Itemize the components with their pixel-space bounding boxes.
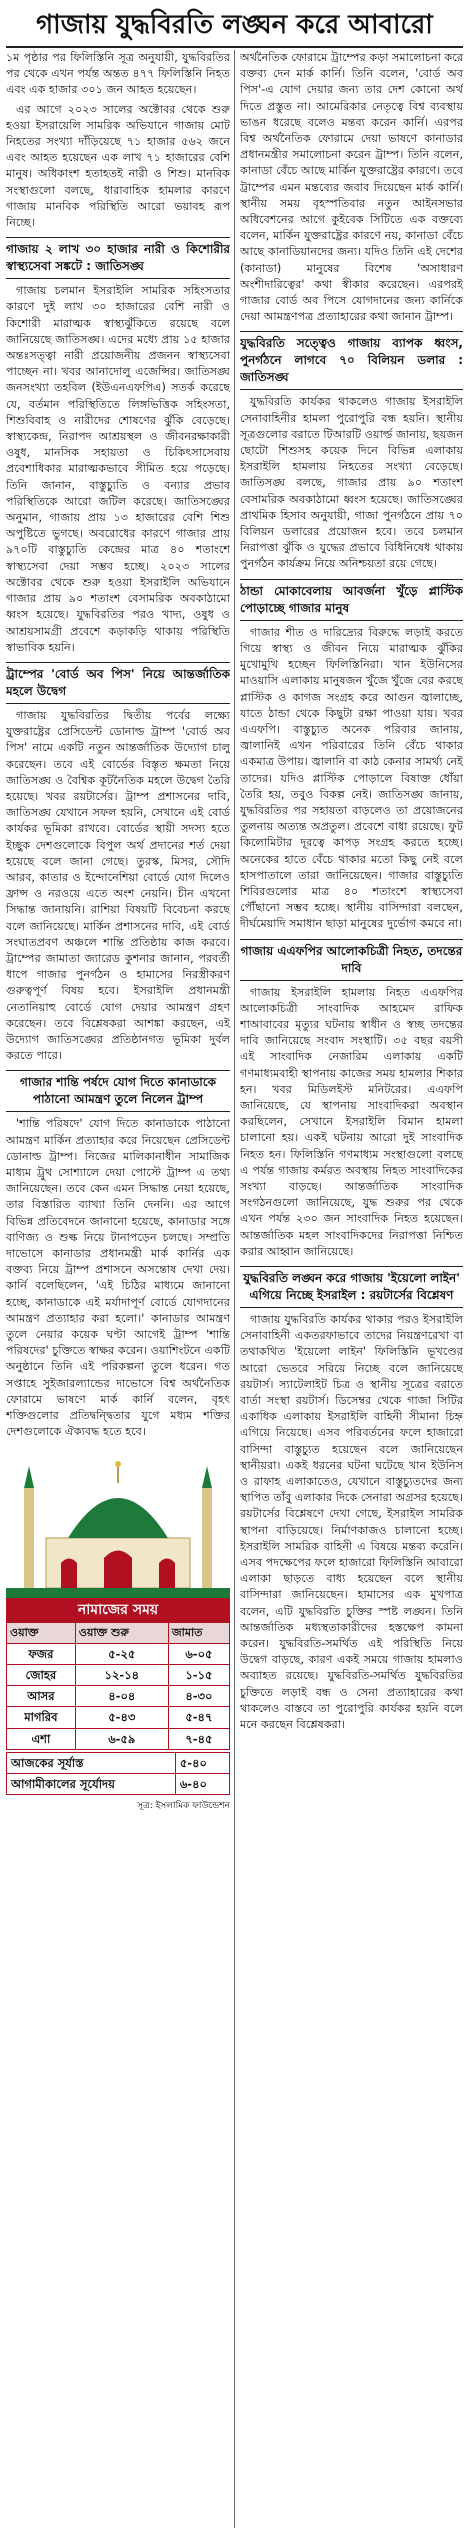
prayer-jamat: ১-১৫ [168, 1665, 229, 1686]
mosque-illustration [6, 1448, 230, 1598]
prayer-jamat: ৭-৪৫ [168, 1728, 229, 1749]
prayer-row-maghrib [7, 1707, 230, 1728]
sunset-label: আজকের সূর্যাস্ত [7, 1752, 176, 1773]
subheading-plastic-burning: ঠান্ডা মোকাবেলায় আবর্জনা খুঁড়ে প্লাস্টিক পোড়াচ্ছে গাজার মানুষ [240, 579, 463, 621]
prayer-jamat: ৫-৪৭ [168, 1707, 229, 1728]
prayer-name: আসর [7, 1686, 76, 1707]
prayer-header-waqt: ওয়াক্ত [7, 1622, 76, 1643]
prayer-start: ৫-২৫ [75, 1643, 168, 1664]
prayer-header-start: ওয়াক্ত শুরু [75, 1622, 168, 1643]
left-paragraph-4: গাজায় যুদ্ধবিরতির দ্বিতীয় পর্বের লক্ষ্যে যুক্তরাষ্ট্রের প্রেসিডেন্ট ডোনাল্ড ট্রাম্প 'বোর্ড অব পিস' নামে একটি নতুন আন্তর্জাতিক উদ্যোগ চালু করেছেন। তবে এই বোর্ডের বিস্তৃত ক্ষমতা নিয়ে জাতিসঙ্ঘ ও বৈশ্বিক কূটনৈতিক মহলে উদ্বেগ তৈরি হয়েছে। খবর রয়টার্সের। ট্রাম্প প্রশাসনের দাবি, জাতিসঙ্ঘ যেখানে সফল হয়নি, সেখানে এই বোর্ড কার্যকর ভূমিকা রাখবে। বোর্ডের স্থায়ী সদস্য হতে ইচ্ছুক দেশগুলোকে বিপুল অর্থ প্রদানের শর্ত দেয়া হয়েছে বলে জানা গেছে। তুরস্ক, মিসর, সৌদি আরব, কাতার ও ইন্দোনেশিয়া বোর্ডে যোগ দিলেও ফ্রান্স ও নরওয়ে এতে অংশ নেয়নি। চীন এখনো সিদ্ধান্ত জানায়নি। রাশিয়া বিষয়টি বিবেচনা করছে বলে জানিয়েছে। মার্কিন প্রশাসনের দাবি, এই বোর্ড সংঘাতপ্রবণ অঞ্চলে শান্তি প্রতিষ্ঠায় কাজ করবে। ট্রাম্পের জামাতা জ্যারেড কুশনার জানান, পরবর্তী ধাপে গাজার পুনর্গঠন ও হামাসের নিরস্ত্রীকরণ গুরুত্বপূর্ণ বিষয় হবে। ইসরাইলি প্রধানমন্ত্রী নেতানিয়াহু বোর্ডে যোগ দেয়ার আমন্ত্রণ গ্রহণ করেছেন। তবে বিশ্লেষকরা আশঙ্কা করছেন, এই উদ্যোগ জাতিসঙ্ঘের প্রতিষ্ঠানগত ভূমিকা দুর্বল করতে পারে। [6, 708, 230, 1063]
right-paragraph-3: গাজার শীত ও দারিদ্র্যের বিরুদ্ধে লড়াই করতে গিয়ে স্বাস্থ্য ও জীবন নিয়ে মারাত্মক ঝুঁকির মুখোমুখি হচ্ছেন ফিলিস্তিনিরা। খান ইউনিসের মাওয়াসি এলাকায় মানুষজন খুঁজে খুঁজে বের করছে প্লাস্টিক ও কাগজ সংগ্রহ করে আগুন জ্বালাচ্ছে, যাতে ঠান্ডা থেকে কিছুটা রক্ষা পাওয়া যায়। খবর এএফপি। বাস্তুচ্যুত অনেক পরিবার জানায়, জ্বালানিই এখন পরিবারের তিনি বেঁচে থাকার একমাত্র উপায়। জ্বালানি বা কাঠ কেনার সামর্থ্য নেই তাদের। যদিও প্লাস্টিক পোড়ালে বিষাক্ত ধোঁয়া তৈরি হয়, তবুও বিকল্প নেই। জাতিসঙ্ঘ জানায়, যুদ্ধবিরতির পর সহায়তা বাড়লেও তা প্রয়োজনের তুলনায় অত্যন্ত অপ্রতুল। প্রবেশে বাধা রয়েছে। ফুট কিলোমিটার দূরত্বে কাপড় সংগ্রহ করতে হচ্ছে। অনেকের হাতে বেঁচে থাকার মতো কিছু নেই বলে হাসপাতালে তারা জানিয়েছেন। গাজার বাস্তুচ্যুতি শিবিরগুলোর মাত্র ৪০ শতাংশে স্বাস্থ্যসেবা পৌঁছানো সম্ভব হচ্ছে। স্থানীয় বাসিন্দারা বলছেন, দীর্ঘমেয়াদি সমাধান ছাড়া মানুষের দুর্ভোগ কমবে না। [240, 625, 463, 931]
prayer-start: ৪-০৪ [75, 1686, 168, 1707]
prayer-time-table [6, 1598, 230, 1749]
subheading-un-women: গাজায় ২ লাখ ৩০ হাজার নারী ও কিশোরীর স্বাস্থ্যসেবা সঙ্কটে : জাতিসঙ্ঘ [6, 237, 230, 279]
sunrise-label: আগামীকালের সূর্যোদয় [7, 1774, 176, 1795]
prayer-row-fajr [7, 1643, 230, 1664]
subheading-reconstruction: যুদ্ধবিরতি সত্ত্বেও গাজায় ব্যাপক ধ্বংস, পুনর্গঠনে লাগবে ৭০ বিলিয়ন ডলার : জাতিসঙ্ঘ [240, 331, 463, 390]
left-paragraph-3: গাজায় চলমান ইসরাইলি সামরিক সহিংসতার কারণে দুই লাখ ৩০ হাজারের বেশি নারী ও কিশোরী মারাত্মক স্বাস্থ্যঝুঁকিতে রয়েছে বলে জানিয়েছে জাতিসঙ্ঘ। এদের মধ্যে প্রায় ১৫ হাজার অন্তঃসত্ত্বা নারী প্রয়োজনীয় প্রজনন স্বাস্থ্যসেবা পাচ্ছেন না। খবর আনাদোলু এজেন্সির। জাতিসঙ্ঘ জনসংখ্যা তহবিল (ইউএনএফপিএ) সতর্ক করেছে যে, বর্তমান পরিস্থিতিতে লিঙ্গভিত্তিক সহিংসতা, শিশুবিবাহ ও নারীদের শোষণের ঝুঁকি বেড়েছে। স্বাস্থ্যকেন্দ্র, নিরাপদ আশ্রয়স্থল ও জীবনরক্ষাকারী ওষুধ, মানসিক সহায়তা ও চিকিৎসাসেবায় প্রবেশাধিকার মারাত্মকভাবে সীমিত হয়ে পড়েছে। তিনি জানান, বাস্তুচ্যুতি ও বন্যার প্রভাব পরিস্থিতিকে আরো জটিল করেছে। জাতিসঙ্ঘের অনুমান, গাজায় প্রায় ১৩ হাজারের বেশি শিশু অপুষ্টিতে ভুগছে। অবরোধের কারণে গাজার প্রায় ৯৭০টি বাস্তুচ্যুতি কেন্দ্রের মাত্র ৪০ শতাংশে স্বাস্থ্যসেবা দেয়া সম্ভব হচ্ছে। ২০২৩ সালের অক্টোবর থেকে শুরু হওয়া ইসরাইলি অভিযানে গাজার প্রায় ৯০ শতাংশ বেসামরিক অবকাঠামো ধ্বংস হয়েছে। যুদ্ধবিরতির পরও খাদ্য, ওষুধ ও আশ্রয়সামগ্রী প্রবেশে কড়াকড়ি থাকায় পরিস্থিতি স্বাভাবিক হয়নি। [6, 284, 230, 654]
headline: গাজায় যুদ্ধবিরতি লঙ্ঘন করে আবারো [6, 4, 463, 48]
prayer-row-isha [7, 1728, 230, 1749]
left-paragraph-2: এর আগে ২০২৩ সালের অক্টোবর থেকে শুরু হওয়া ইসরায়েলি সামরিক অভিযানে গাজায় মোট নিহতের সংখ্যা দাঁড়িয়েছে ৭১ হাজার ৫৬২ জনে এবং আহত হয়েছেন এক লাখ ৭১ হাজারের বেশি মানুষ। অধিকাংশ হতাহতই নারী ও শিশু। মানবিক সংস্থাগুলো বলছে, ধারাবাহিক হামলার কারণে গাজায় মানবিক পরিস্থিতি আরো ভয়াবহ রূপ নিচ্ছে। [6, 102, 230, 230]
sunrise-time: ৬-৪০ [175, 1774, 229, 1795]
right-column [240, 50, 463, 2528]
right-paragraph-2: যুদ্ধবিরতি কার্যকর থাকলেও গাজায় ইসরাইলি সেনাবাহিনীর হামলা পুরোপুরি বন্ধ হয়নি। স্থানীয় সূত্রগুলোর বরাতে টিআরটি ওয়ার্ল্ড জানায়, ছয়জন ছোটো শিশুসহ কয়েক দিনে বিভিন্ন এলাকায় ইসরাইলি হামলায় নিহতের সংখ্যা বেড়েছে। জাতিসঙ্ঘ বলছে, গাজার প্রায় ৯০ শতাংশ বেসামরিক অবকাঠামো ধ্বংস হয়েছে। জাতিসঙ্ঘের প্রাথমিক হিসাব অনুযায়ী, গাজা পুনর্গঠনে প্রায় ৭০ বিলিয়ন ডলারের প্রয়োজন হবে। তবে চলমান নিরাপত্তা ঝুঁকি ও যুদ্ধের প্রভাবে বিধিনিষেধ থাকায় পুনর্গঠন কার্যক্রম নিয়ে অনিশ্চয়তা রয়ে গেছে। [240, 395, 463, 571]
subheading-afp-photographer: গাজায় এএফপির আলোকচিত্রী নিহত, তদন্তের দাবি [240, 939, 463, 981]
prayer-table-title: নামাজের সময় [7, 1599, 230, 1622]
column-divider [234, 50, 235, 2528]
prayer-row-asr [7, 1686, 230, 1707]
left-column [6, 50, 230, 2528]
prayer-name: মাগরিব [7, 1707, 76, 1728]
sunset-time: ৫-৪০ [175, 1752, 229, 1773]
prayer-start: ১২-১৪ [75, 1665, 168, 1686]
left-paragraph-5: 'শান্তি পরিষদে' যোগ দিতে কানাডাকে পাঠানো আমন্ত্রণ মার্কিন প্রত্যাহার করে নিয়েছেন প্রেসিডেন্ট ডোনাল্ড ট্রাম্প। নিজের মালিকানাধীন সামাজিক মাধ্যম ট্রুথ সোশ্যালে দেয়া পোস্টে ট্রাম্প এ তথ্য জানিয়েছেন। তবে কেন এমন সিদ্ধান্ত নেয়া হয়েছে, তার বিস্তারিত ব্যাখ্যা তিনি দেননি। এর আগে বিভিন্ন প্রতিবেদনে জানানো হয়েছে, কানাডার সঙ্গে বাণিজ্য ও শুল্ক নিয়ে টানাপড়েন চলছে। সম্প্রতি দাভোসে কানাডার প্রধানমন্ত্রী মার্ক কার্নির এক বক্তব্য নিয়ে ট্রাম্প প্রশাসনে অসন্তোষ দেখা দেয়। কার্নি বলেছিলেন, 'এই চিঠির মাধ্যমে জানানো হচ্ছে, কানাডাকে এই মর্যাদাপূর্ণ বোর্ডে যোগদানের আমন্ত্রণ প্রত্যাহার করা হলো।' কানাডার আমন্ত্রণ তুলে নেয়ার কয়েক ঘণ্টা আগেই ট্রাম্প 'শান্তি পরিষদের' চুক্তিতে স্বাক্ষর করেন। ওয়াশিংটনে একটি অনুষ্ঠানে তিনি এই পরিকল্পনা তুলে ধরেন। গত সপ্তাহে সুইজারল্যান্ডের দাভোসে বিশ্ব অর্থনৈতিক ফোরামে ভাষণে মার্ক কার্নি বলেন, বৃহৎ শক্তিগুলোর প্রতিদ্বন্দ্বিতার যুগে মধ্যম শক্তির দেশগুলোকে ঐক্যবদ্ধ হতে হবে। [6, 1117, 230, 1439]
prayer-start: ৫-৪৩ [75, 1707, 168, 1728]
right-paragraph-5: গাজায় যুদ্ধবিরতি কার্যকর থাকার পরও ইসরাইলি সেনাবাহিনী একতরফাভাবে তাদের নিয়ন্ত্রণরেখা বা তথাকথিত 'ইয়েলো লাইন' ফিলিস্তিনি ভূখণ্ডের আরো ভেতরে সরিয়ে নিচ্ছে বলে জানিয়েছে রয়টার্স। স্যাটেলাইট চিত্র ও স্থানীয় সূত্রের বরাতে বার্তা সংস্থা রয়টার্স। ডিসেম্বর থেকে গাজা সিটির একাধিক এলাকায় ইসরাইলি বাহিনী সীমানা চিহ্ন এগিয়ে নিয়েছে। এসব পরিবর্তনের ফলে হাজারো বাসিন্দা বাস্তুচ্যুত হয়েছেন বলে জানিয়েছেন স্থানীয়রা। একই ধরনের ঘটনা ঘটেছে খান ইউনিস ও রাফাহ এলাকাতেও, যেখানে বাস্তুচ্যুতদের জন্য স্থাপিত তাঁবু এলাকার দিকে সেনারা অগ্রসর হয়েছে। রয়টার্সের বিশ্লেষণে দেখা গেছে, ইসরাইল সামরিক স্থাপনা বাড়িয়েছে। নির্মাণকাজও চালানো হচ্ছে। ইসরাইলি সামরিক বাহিনী এ বিষয়ে মন্তব্য করেনি। এসব পদক্ষেপের ফলে হাজারো ফিলিস্তিনি আবারো এলাকা ছাড়তে বাধ্য হয়েছেন বলে স্থানীয় বাসিন্দারা জানিয়েছেন। হামাসের এক মুখপাত্র বলেন, এটি যুদ্ধবিরতি চুক্তির স্পষ্ট লঙ্ঘন। তিনি আন্তর্জাতিক মধ্যস্থতাকারীদের হস্তক্ষেপ কামনা করেন। যুদ্ধবিরতি-সমর্থিত এই পরিস্থিতি নিয়ে উদ্বেগ বাড়ছে, কারণ একই সময়ে গাজায় হামলাও অব্যাহত রয়েছে। যুদ্ধবিরতি-সমর্থিত যুদ্ধবিরতির চুক্তিতে লড়াই বন্ধ ও সেনা প্রত্যাহারের কথা থাকলেও বাস্তবে তা পুরোপুরি কার্যকর হয়নি বলে মনে করছেন বিশ্লেষকরা। [240, 1313, 463, 1732]
prayer-start: ৬-৫৯ [75, 1728, 168, 1749]
prayer-name: ফজর [7, 1643, 76, 1664]
sun-time-table [6, 1752, 230, 1795]
prayer-name: জোহর [7, 1665, 76, 1686]
right-paragraph-1: অর্থনৈতিক ফোরামে ট্রাম্পের কড়া সমালোচনা করে বক্তব্য দেন মার্ক কার্নি। তিনি বলেন, 'বোর্ড অব পিস'-এ যোগ দেয়ার জন্য তার দেশ কোনো অর্থ দিতে প্রস্তুত না। আমেরিকার নেতৃত্বে বিশ্ব ব্যবস্থায় ভাঙন ধরেছে বলেও মন্তব্য করেন কার্নি। এরপর বিশ্ব অর্থনৈতিক ফোরামে দেয়া ভাষণে কানাডার প্রধানমন্ত্রীর সমালোচনা করেন ট্রাম্প। তিনি বলেন, কানাডা বেঁচে আছে মার্কিন যুক্তরাষ্ট্রের কারণে। তবে ট্রাম্পের এমন মন্তব্যের জবাব দিয়েছেন মার্ক কার্নি। স্থানীয় সময় বৃহস্পতিবার নতুন আইনসভার অধিবেশনের আগে কুইবেক সিটিতে এক বক্তব্যে বলেন, মার্কিন যুক্তরাষ্ট্রের কারণে নয়, কানাডা বেঁচে আছে কানাডিয়ানদের জন্য। যদিও তিনি এই দেশের (কানাডা) মানুষের বিশেষ 'অসাধারণ অংশীদারিত্বের' কথা স্বীকার করেছেন। এরপরই গাজার বোর্ড অব পিসে যোগদানের জন্য কার্নিকে দেয়া আমন্ত্রণপত্র প্রত্যাহারের কথা জানান ট্রাম্প। [240, 51, 463, 324]
left-paragraph-1: ১ম পৃষ্ঠার পর ফিলিস্তিনি সূত্র অনুযায়ী, যুদ্ধবিরতির পর থেকে এখন পর্যন্ত অন্তত ৪৭৭ ফিলিস্তিনি নিহত এবং এক হাজার ৩০১ জন আহত হয়েছেন। [6, 51, 230, 97]
subheading-canada-invite: গাজার শান্তি পর্ষদে যোগ দিতে কানাডাকে পাঠানো আমন্ত্রণ তুলে নিলেন ট্রাম্প [6, 1070, 230, 1112]
subheading-yellow-line: যুদ্ধবিরতি লঙ্ঘন করে গাজায় 'ইয়েলো লাইন' এগিয়ে নিচ্ছে ইসরাইল : রয়টার্সের বিশ্লেষণ [240, 1266, 463, 1308]
mosque-icon [6, 1448, 230, 1598]
prayer-header-jamat: জামাত [168, 1622, 229, 1643]
right-paragraph-4: গাজায় ইসরাইলি হামলায় নিহত এএফপির আলোকচিত্রী সাংবাদিক আহমেদ রাফিক শাআবাবের মৃত্যুর ঘটনায় স্বাধীন ও স্বচ্ছ তদন্তের দাবি জানিয়েছে সংবাদ সংস্থাটি। ৩৫ বছর বয়সী এই সাংবাদিক নেজারিম এলাকায় একটি গণমাধ্যমবাহী স্থাপনায় কাজের সময় হামলার শিকার হন। খবর মিডিলইস্ট মনিটরের। এএফপি জানিয়েছে, যে স্থাপনায় সাংবাদিকরা অবস্থান করছিলেন, সেখানে ইসরাইলি বিমান হামলা চালানো হয়। একই ঘটনায় আরো দুই সাংবাদিক নিহত হন। ফিলিস্তিনি গণমাধ্যম সংস্থাগুলো বলছে এ পর্যন্ত গাজায় কর্মরত অবস্থায় নিহত সাংবাদিকের সংখ্যা বাড়ছে। আন্তর্জাতিক সাংবাদিক সংগঠনগুলো জানিয়েছে, যুদ্ধ শুরুর পর থেকে এখন পর্যন্ত ২৩০ জন সাংবাদিক নিহত হয়েছেন। আন্তর্জাতিক মহল সাংবাদিকদের নিরাপত্তা নিশ্চিত করার আহ্বান জানিয়েছে। [240, 985, 463, 1258]
prayer-jamat: ৬-০৫ [168, 1643, 229, 1664]
prayer-source: সূত্র: ইসলামিক ফাউন্ডেশন [137, 1801, 230, 1812]
prayer-jamat: ৪-৩০ [168, 1686, 229, 1707]
prayer-name: এশা [7, 1728, 76, 1749]
subheading-board-of-peace: ট্রাম্পের 'বোর্ড অব পিস' নিয়ে আন্তর্জাতিক মহলে উদ্বেগ [6, 662, 230, 704]
prayer-row-zuhr [7, 1665, 230, 1686]
